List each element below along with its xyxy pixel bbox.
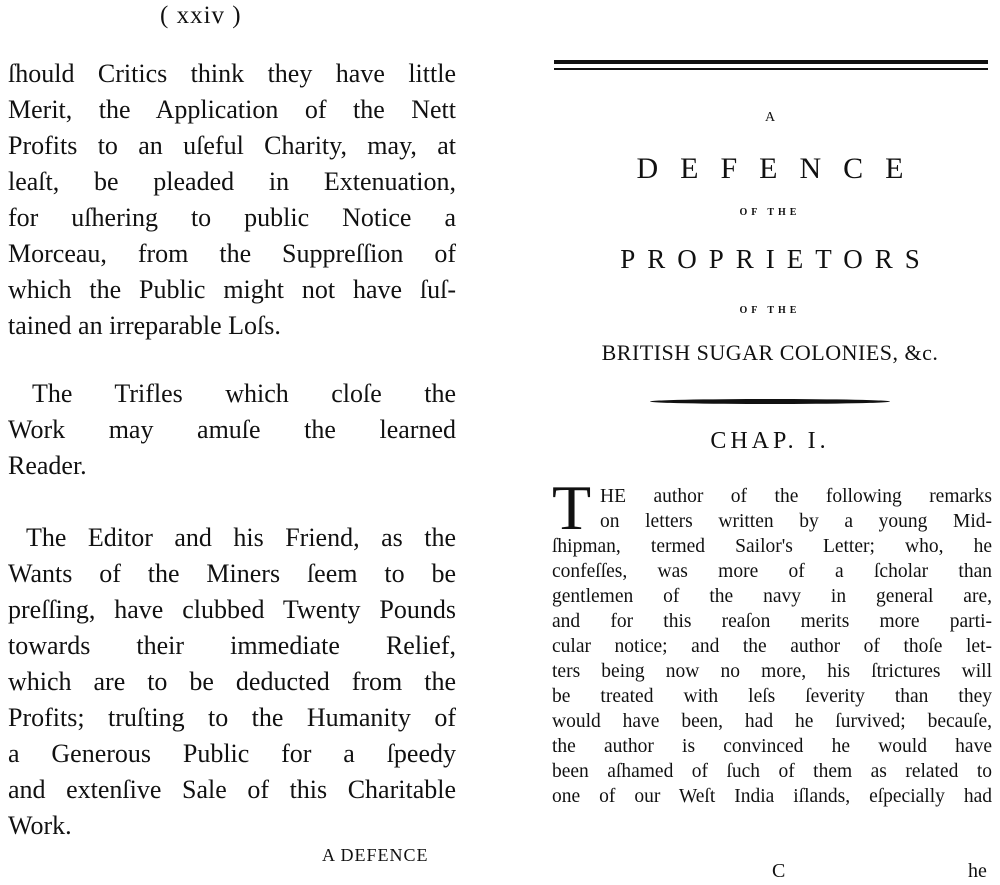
text-line: tained an irreparable Loſs.	[8, 311, 281, 340]
text-line: ſhipman, termed Sailor's Letter; who, he	[552, 536, 992, 557]
chapter-heading: CHAP. I.	[710, 428, 830, 454]
text-line: Profits to an uſeful Charity, may, at	[8, 131, 456, 160]
text-line: been aſhamed of ſuch of them as related to	[552, 761, 992, 782]
text-line: preſſing, have clubbed Twenty Pounds	[8, 595, 456, 624]
text-line: Work may amuſe the learned	[8, 415, 456, 444]
chapter-body	[552, 484, 992, 809]
preface-paragraph-2	[8, 376, 456, 484]
preface-paragraph-1	[8, 56, 456, 344]
text-line: and for this reaſon merits more parti-	[552, 611, 992, 632]
text-line: gentlemen of the navy in general are,	[552, 586, 992, 607]
text-line: The Trifles which cloſe the	[32, 379, 456, 408]
header-rule-thin	[554, 68, 988, 70]
text-line: Wants of the Miners ſeem to be	[8, 559, 456, 588]
text-line: which are to be deducted from the	[8, 667, 456, 696]
text-line: leaſt, be pleaded in Extenuation,	[8, 167, 456, 196]
text-line: HE author of the following remarks	[600, 486, 992, 507]
left-page	[0, 0, 470, 885]
title-defence: DEFENCE	[636, 152, 926, 185]
signature-mark: C	[772, 860, 786, 882]
drop-cap: T	[552, 472, 592, 543]
text-line: would have been, had he ſurvived; becauſe,	[552, 711, 992, 732]
text-line: the author is convinced he would have	[552, 736, 992, 757]
title-of-the-2: OF THE	[739, 305, 801, 316]
catchword: A DEFENCE	[322, 845, 429, 865]
text-line: confeſſes, was more of a ſcholar than	[552, 561, 992, 582]
text-line: be treated with leſs ſeverity than they	[552, 686, 992, 707]
text-line: Morceau, from the Suppreſſion of	[8, 239, 456, 268]
page-number: ( xxiv )	[160, 2, 242, 29]
text-line: Reader.	[8, 451, 87, 480]
section-divider	[650, 399, 890, 404]
title-proprietors: PROPRIETORS	[620, 244, 932, 274]
text-line: on letters written by a young Mid-	[600, 511, 992, 532]
text-line: a Generous Public for a ſpeedy	[8, 739, 456, 768]
text-line: one of our Weſt India iſlands, eſpecially had	[552, 786, 992, 807]
text-line: Profits; truſting to the Humanity of	[8, 703, 456, 732]
text-line: for uſhering to public Notice a	[8, 203, 456, 232]
text-line: Work.	[8, 811, 72, 840]
right-page	[540, 0, 1000, 885]
text-line: and extenſive Sale of this Charitable	[8, 775, 456, 804]
text-line: which the Public might not have ſuſ-	[8, 275, 456, 304]
text-line: cular notice; and the author of thoſe let-	[552, 636, 992, 657]
title-british-sugar-colonies: BRITISH SUGAR COLONIES, &c.	[601, 340, 939, 365]
catchword: he	[968, 860, 987, 882]
title-of-the: OF THE	[739, 207, 801, 218]
text-line: The Editor and his Friend, as the	[26, 523, 456, 552]
text-line: ters being now no more, his ſtrictures will	[552, 661, 992, 682]
text-line: ſhould Critics think they have little	[8, 59, 456, 88]
preface-paragraph-3	[8, 520, 456, 844]
title-article: A	[764, 110, 776, 125]
text-line: Merit, the Application of the Nett	[8, 95, 456, 124]
text-line: towards their immediate Relief,	[8, 631, 456, 660]
header-rule-thick	[554, 60, 988, 64]
